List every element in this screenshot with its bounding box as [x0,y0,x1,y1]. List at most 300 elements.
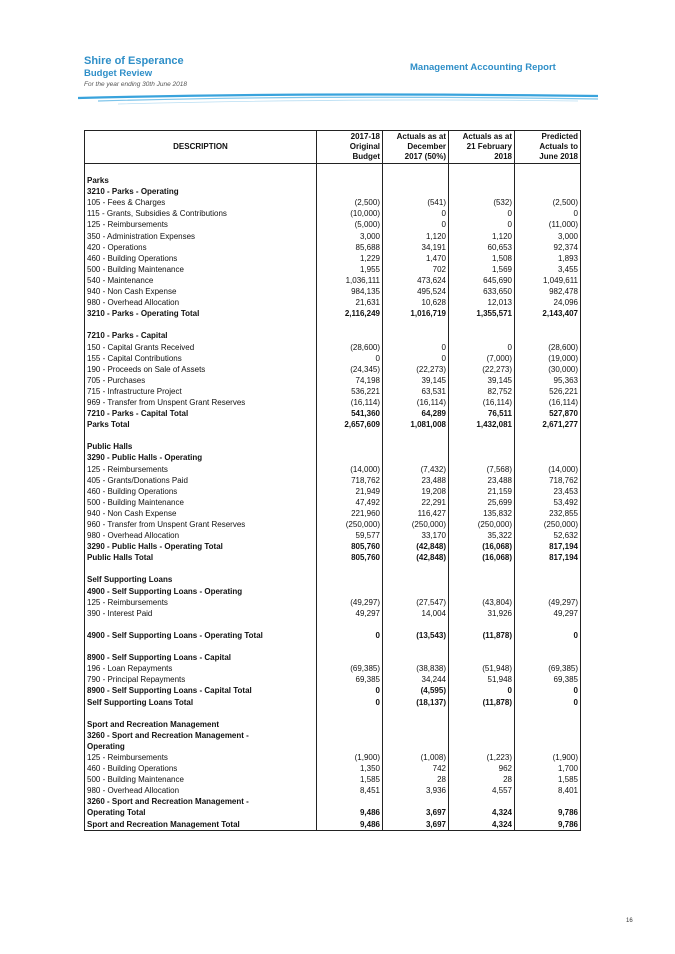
row-value: 76,511 [449,408,515,419]
table-row [85,475,581,486]
row-value: 1,432,081 [449,419,515,430]
row-value: 39,145 [449,375,515,386]
row-description: 460 - Building Operations [85,763,317,774]
row-value [515,441,581,452]
row-value: 1,350 [317,763,383,774]
row-value [383,586,449,597]
row-value: 0 [317,630,383,641]
row-value [515,652,581,663]
row-value: (30,000) [515,364,581,375]
row-value [449,586,515,597]
row-value [515,619,581,630]
row-description: 7210 - Parks - Capital Total [85,408,317,419]
table-row [85,464,581,475]
row-value [449,175,515,186]
row-value: (11,878) [449,697,515,708]
row-description: 8900 - Self Supporting Loans - Capital Total [85,685,317,696]
row-value [449,452,515,463]
table-row [85,807,581,818]
row-value: (14,000) [317,464,383,475]
col-header-original-budget: 2017-18 Original Budget [317,131,383,164]
row-value: 10,628 [383,297,449,308]
row-value: 3,000 [515,231,581,242]
report-header [84,55,187,89]
table-row [85,486,581,497]
table-row [85,197,581,208]
table-row [85,375,581,386]
row-value: 9,486 [317,819,383,831]
row-value [515,586,581,597]
table-row [85,741,581,752]
col-header-actuals-december: Actuals as at December 2017 (50%) [383,131,449,164]
row-description: 155 - Capital Contributions [85,353,317,364]
table-row [85,386,581,397]
row-value: 24,096 [515,297,581,308]
row-value: 60,653 [449,242,515,253]
row-value [449,796,515,807]
row-value: (42,848) [383,552,449,563]
row-description: 540 - Maintenance [85,275,317,286]
row-value: 232,855 [515,508,581,519]
row-value [317,574,383,585]
row-value: (250,000) [383,519,449,530]
row-value: 2,116,249 [317,308,383,319]
row-value [383,164,449,176]
row-value: (69,385) [317,663,383,674]
row-description: 960 - Transfer from Unspent Grant Reserves [85,519,317,530]
row-value [317,164,383,176]
table-row [85,552,581,563]
row-value: (7,432) [383,464,449,475]
row-value: 3,697 [383,807,449,818]
row-value [515,708,581,719]
table-row [85,796,581,807]
row-description: Operating Total [85,807,317,818]
row-value [383,563,449,574]
table-row [85,275,581,286]
table-row [85,697,581,708]
row-value [383,574,449,585]
table-row [85,608,581,619]
row-value: 536,221 [317,386,383,397]
table-row [85,342,581,353]
row-value: 0 [317,685,383,696]
row-value: 2,143,407 [515,308,581,319]
row-value [317,175,383,186]
row-value [449,186,515,197]
table-row [85,819,581,831]
row-value: 984,135 [317,286,383,297]
row-value: 962 [449,763,515,774]
row-value [383,730,449,741]
row-value [383,186,449,197]
row-description [85,319,317,330]
table-row [85,219,581,230]
row-value [515,164,581,176]
row-value: 9,786 [515,819,581,831]
table-row [85,574,581,585]
row-value [515,730,581,741]
row-value [317,586,383,597]
row-value: 31,926 [449,608,515,619]
col-header-actuals-february: Actuals as at 21 February 2018 [449,131,515,164]
row-value [449,708,515,719]
row-description [85,430,317,441]
row-value: 718,762 [515,475,581,486]
row-description: 500 - Building Maintenance [85,774,317,785]
row-value [317,796,383,807]
row-value: (22,273) [383,364,449,375]
row-value: (5,000) [317,219,383,230]
row-value: (28,600) [317,342,383,353]
row-value: 1,585 [317,774,383,785]
row-description: 715 - Infrastructure Project [85,386,317,397]
table-row [85,308,581,319]
row-value: 817,194 [515,541,581,552]
row-value [515,641,581,652]
table-row [85,586,581,597]
row-value: 0 [449,219,515,230]
row-description: 125 - Reimbursements [85,464,317,475]
row-description: Sport and Recreation Management Total [85,819,317,831]
table-row [85,175,581,186]
row-value: 33,170 [383,530,449,541]
row-value [317,641,383,652]
table-row [85,719,581,730]
row-value [449,430,515,441]
table-row [85,641,581,652]
row-value: (38,838) [383,663,449,674]
row-value: 35,322 [449,530,515,541]
row-value [317,719,383,730]
row-value: 1,049,611 [515,275,581,286]
row-description [85,619,317,630]
table-row [85,652,581,663]
row-description: 105 - Fees & Charges [85,197,317,208]
table-row [85,630,581,641]
row-value: 1,508 [449,253,515,264]
row-value: 0 [449,208,515,219]
row-value: (16,068) [449,552,515,563]
row-value: 14,004 [383,608,449,619]
row-value [449,330,515,341]
row-value [515,796,581,807]
row-description: 3260 - Sport and Recreation Management - [85,796,317,807]
row-value [515,430,581,441]
table-row [85,441,581,452]
row-value: 19,208 [383,486,449,497]
row-value: 49,297 [515,608,581,619]
row-description: 3290 - Public Halls - Operating [85,452,317,463]
row-description: Sport and Recreation Management [85,719,317,730]
table-header-row [85,131,581,164]
row-value [383,796,449,807]
table-row [85,397,581,408]
table-row [85,297,581,308]
row-value [383,641,449,652]
row-value [515,186,581,197]
row-value [383,741,449,752]
row-value: 2,657,609 [317,419,383,430]
row-value [383,330,449,341]
table-row [85,708,581,719]
row-description: 3210 - Parks - Operating [85,186,317,197]
row-value: 0 [515,685,581,696]
row-description: 4900 - Self Supporting Loans - Operating [85,586,317,597]
table-row [85,619,581,630]
row-value: 59,577 [317,530,383,541]
row-value [515,452,581,463]
row-value: 23,453 [515,486,581,497]
row-value: 0 [317,697,383,708]
row-value [317,563,383,574]
row-value: 1,700 [515,763,581,774]
row-value: 69,385 [515,674,581,685]
row-description: 500 - Building Maintenance [85,497,317,508]
row-value: 1,893 [515,253,581,264]
row-value: (541) [383,197,449,208]
report-title: Management Accounting Report [410,62,556,73]
table-row [85,563,581,574]
row-value: 25,699 [449,497,515,508]
row-value [317,430,383,441]
row-value: 1,036,111 [317,275,383,286]
row-value: 1,585 [515,774,581,785]
row-value: 4,324 [449,807,515,818]
row-value [515,741,581,752]
row-value: (27,547) [383,597,449,608]
row-value: 0 [515,630,581,641]
row-value: 1,120 [449,231,515,242]
row-value: 1,229 [317,253,383,264]
table-row [85,364,581,375]
table-row [85,497,581,508]
row-value: 0 [515,697,581,708]
row-value: 1,016,719 [383,308,449,319]
row-value [383,175,449,186]
row-value: (1,900) [317,752,383,763]
row-value: (18,137) [383,697,449,708]
row-value [449,563,515,574]
table-row [85,231,581,242]
row-value: (49,297) [317,597,383,608]
row-description: 420 - Operations [85,242,317,253]
row-value: 2,671,277 [515,419,581,430]
table-row [85,774,581,785]
row-description: 125 - Reimbursements [85,597,317,608]
row-value: (4,595) [383,685,449,696]
row-value [383,708,449,719]
row-value: (10,000) [317,208,383,219]
row-value: 633,650 [449,286,515,297]
row-value: (24,345) [317,364,383,375]
table-row [85,674,581,685]
row-value: (1,008) [383,752,449,763]
row-value [317,186,383,197]
row-value: (14,000) [515,464,581,475]
row-description: 500 - Building Maintenance [85,264,317,275]
row-value: (2,500) [515,197,581,208]
row-description: 350 - Administration Expenses [85,231,317,242]
table-body [85,164,581,831]
row-value: 0 [449,342,515,353]
row-value: 0 [383,353,449,364]
row-description [85,708,317,719]
row-value: 805,760 [317,541,383,552]
row-value: 34,244 [383,674,449,685]
row-value [449,719,515,730]
row-value [449,741,515,752]
row-value: 0 [383,342,449,353]
row-description: 980 - Overhead Allocation [85,785,317,796]
table-row [85,408,581,419]
row-description: 3260 - Sport and Recreation Management - [85,730,317,741]
row-value: 95,363 [515,375,581,386]
table-row [85,752,581,763]
row-description: 196 - Loan Repayments [85,663,317,674]
row-description: 8900 - Self Supporting Loans - Capital [85,652,317,663]
row-description: 125 - Reimbursements [85,752,317,763]
row-value: 0 [317,353,383,364]
row-value [449,652,515,663]
row-value: 221,960 [317,508,383,519]
row-description: 790 - Principal Repayments [85,674,317,685]
row-value [515,719,581,730]
row-value: 473,624 [383,275,449,286]
report-subtitle: Budget Review [84,68,153,79]
table-row [85,530,581,541]
row-value: 34,191 [383,242,449,253]
row-value [515,319,581,330]
row-value: (19,000) [515,353,581,364]
table-row [85,264,581,275]
table-row [85,186,581,197]
row-value: (42,848) [383,541,449,552]
row-value: 1,081,008 [383,419,449,430]
row-value: (11,878) [449,630,515,641]
row-value [515,563,581,574]
row-value: 1,955 [317,264,383,275]
table-row [85,730,581,741]
row-description: 4900 - Self Supporting Loans - Operating Total [85,630,317,641]
row-description: 115 - Grants, Subsidies & Contributions [85,208,317,219]
page-number: 16 [626,918,633,924]
row-value: 1,355,571 [449,308,515,319]
row-value [317,441,383,452]
row-value [383,719,449,730]
row-value: (22,273) [449,364,515,375]
row-value: 21,631 [317,297,383,308]
row-value: 3,000 [317,231,383,242]
row-value [383,319,449,330]
table-row [85,508,581,519]
row-description: 969 - Transfer from Unspent Grant Reserves [85,397,317,408]
header-swoosh-decoration [78,85,598,109]
row-value: 1,569 [449,264,515,275]
row-value: 0 [515,208,581,219]
row-value: 527,870 [515,408,581,419]
row-description: 7210 - Parks - Capital [85,330,317,341]
row-value: (16,068) [449,541,515,552]
row-value: 85,688 [317,242,383,253]
row-description: 190 - Proceeds on Sale of Assets [85,364,317,375]
row-value: 702 [383,264,449,275]
row-description: 980 - Overhead Allocation [85,297,317,308]
table-row [85,763,581,774]
row-description: 125 - Reimbursements [85,219,317,230]
row-description: 3290 - Public Halls - Operating Total [85,541,317,552]
row-value [449,441,515,452]
row-value [317,319,383,330]
row-value [449,164,515,176]
row-value [317,741,383,752]
row-value: 541,360 [317,408,383,419]
row-value: 3,936 [383,785,449,796]
row-value: 645,690 [449,275,515,286]
row-value: 805,760 [317,552,383,563]
row-description: Public Halls Total [85,552,317,563]
row-description: Self Supporting Loans [85,574,317,585]
table-row [85,330,581,341]
row-value: 52,632 [515,530,581,541]
table-row [85,597,581,608]
row-value: (16,114) [317,397,383,408]
row-value: 82,752 [449,386,515,397]
row-value: 22,291 [383,497,449,508]
row-value [317,708,383,719]
report-period: For the year ending 30th June 2018 [84,81,187,88]
row-value: 8,401 [515,785,581,796]
row-value: 8,451 [317,785,383,796]
row-value [317,652,383,663]
row-value: 53,492 [515,497,581,508]
table-row [85,164,581,176]
row-description: 3210 - Parks - Operating Total [85,308,317,319]
row-value: 9,486 [317,807,383,818]
table-row [85,541,581,552]
row-description: 460 - Building Operations [85,486,317,497]
budget-table [84,130,581,831]
row-value [515,330,581,341]
row-description: 405 - Grants/Donations Paid [85,475,317,486]
row-value: (16,114) [449,397,515,408]
row-value [449,641,515,652]
row-value [317,452,383,463]
row-value [317,730,383,741]
row-value: 718,762 [317,475,383,486]
row-value [383,652,449,663]
organisation-name: Shire of Esperance [84,55,184,67]
row-description: Parks [85,175,317,186]
row-value: (13,543) [383,630,449,641]
row-value: 64,289 [383,408,449,419]
row-value: (69,385) [515,663,581,674]
row-value: 28 [383,774,449,785]
row-description: 390 - Interest Paid [85,608,317,619]
row-value: 39,145 [383,375,449,386]
row-value: 526,221 [515,386,581,397]
row-description: 940 - Non Cash Expense [85,286,317,297]
row-value [449,319,515,330]
row-value: (7,568) [449,464,515,475]
row-description [85,641,317,652]
row-value: (250,000) [317,519,383,530]
row-value: (250,000) [515,519,581,530]
row-value: (16,114) [515,397,581,408]
row-value: 817,194 [515,552,581,563]
row-value: 51,948 [449,674,515,685]
row-value: (250,000) [449,519,515,530]
